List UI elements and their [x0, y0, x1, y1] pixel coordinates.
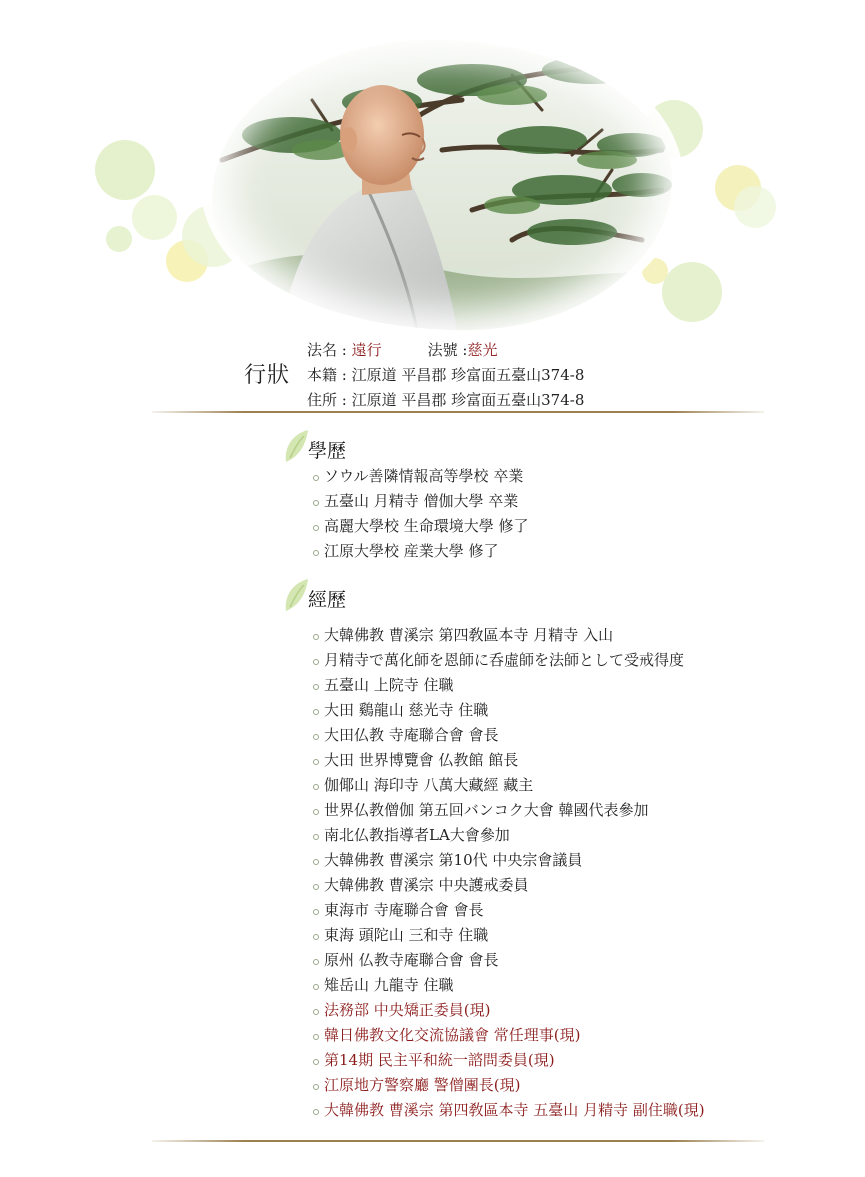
portrait-illustration [212, 40, 672, 330]
career-title: 經歷 [308, 589, 347, 611]
list-item: 伽倻山 海印寺 八萬大藏經 藏主 [312, 773, 705, 798]
list-item: 世界仏教僧伽 第五回バンコク大會 韓國代表參加 [312, 798, 705, 823]
residence-label: 住所 : [307, 391, 352, 409]
profile-origin-row [307, 363, 584, 388]
decor-bubble [734, 186, 776, 228]
list-item: 大韓佛教 曹溪宗 第10代 中央宗會議員 [312, 848, 705, 873]
list-item: 雉岳山 九龍寺 住職 [312, 973, 705, 998]
list-item: 大田 鷄龍山 慈光寺 住職 [312, 698, 705, 723]
list-item: 大韓佛教 曹溪宗 第四敎區本寺 月精寺 入山 [312, 623, 705, 648]
profile-residence-row [307, 388, 584, 413]
education-title: 學歷 [308, 440, 347, 462]
list-item-current: 大韓佛教 曹溪宗 第四敎區本寺 五臺山 月精寺 副住職(現) [312, 1098, 705, 1123]
list-item: 五臺山 月精寺 僧伽大學 卒業 [312, 489, 529, 514]
divider-top [152, 411, 764, 413]
list-item: 大韓佛教 曹溪宗 中央護戒委員 [312, 873, 705, 898]
list-item: 原州 仏教寺庵聯合會 會長 [312, 948, 705, 973]
list-item-current: 韓日佛教文化交流協議會 常任理事(現) [312, 1023, 705, 1048]
profile-info [307, 338, 584, 413]
divider-bottom [152, 1140, 764, 1142]
career-list [282, 613, 705, 1123]
list-item: 大田仏教 寺庵聯合會 會長 [312, 723, 705, 748]
list-item-current: 江原地方警察廳 警僧團長(現) [312, 1073, 705, 1098]
origin-value: 江原道 平昌郡 珍富面五臺山374-8 [351, 366, 585, 384]
education-list [282, 464, 529, 564]
list-item: 江原大學校 産業大學 修了 [312, 539, 529, 564]
origin-label: 本籍 : [307, 366, 352, 384]
decor-bubble [132, 195, 177, 240]
dharma-name-label: 法名 : [307, 341, 352, 359]
list-item: ソウル善隣情報高等學校 卒業 [312, 464, 529, 489]
list-item-current: 法務部 中央矯正委員(現) [312, 998, 705, 1023]
education-section [282, 428, 529, 564]
residence-value: 江原道 平昌郡 珍富面五臺山374-8 [351, 391, 585, 409]
list-item: 東海 頭陀山 三和寺 住職 [312, 923, 705, 948]
decor-bubble [106, 226, 132, 252]
dharma-title-value: 慈光 [467, 341, 498, 359]
list-item: 南北仏教指導者LA大會參加 [312, 823, 705, 848]
dharma-name-value: 遠行 [351, 341, 382, 359]
profile-section-title: 行狀 [244, 363, 291, 388]
portrait-photo [212, 40, 672, 330]
career-header [282, 577, 705, 613]
education-header [282, 428, 529, 464]
list-item: 五臺山 上院寺 住職 [312, 673, 705, 698]
career-section [282, 577, 705, 1123]
list-item-current: 第14期 民主平和統一諮問委員(現) [312, 1048, 705, 1073]
list-item: 東海市 寺庵聯合會 會長 [312, 898, 705, 923]
profile-name-row [307, 338, 584, 363]
list-item: 大田 世界博覽會 仏教館 館長 [312, 748, 705, 773]
dharma-title-label: 法號 : [427, 341, 468, 359]
list-item: 高麗大學校 生命環境大學 修了 [312, 514, 529, 539]
decor-bubble [95, 140, 155, 200]
decor-bubble [662, 262, 722, 322]
hero-banner [0, 0, 865, 335]
list-item: 月精寺で萬化師を恩師に呑虛師を法師として受戒得度 [312, 648, 705, 673]
